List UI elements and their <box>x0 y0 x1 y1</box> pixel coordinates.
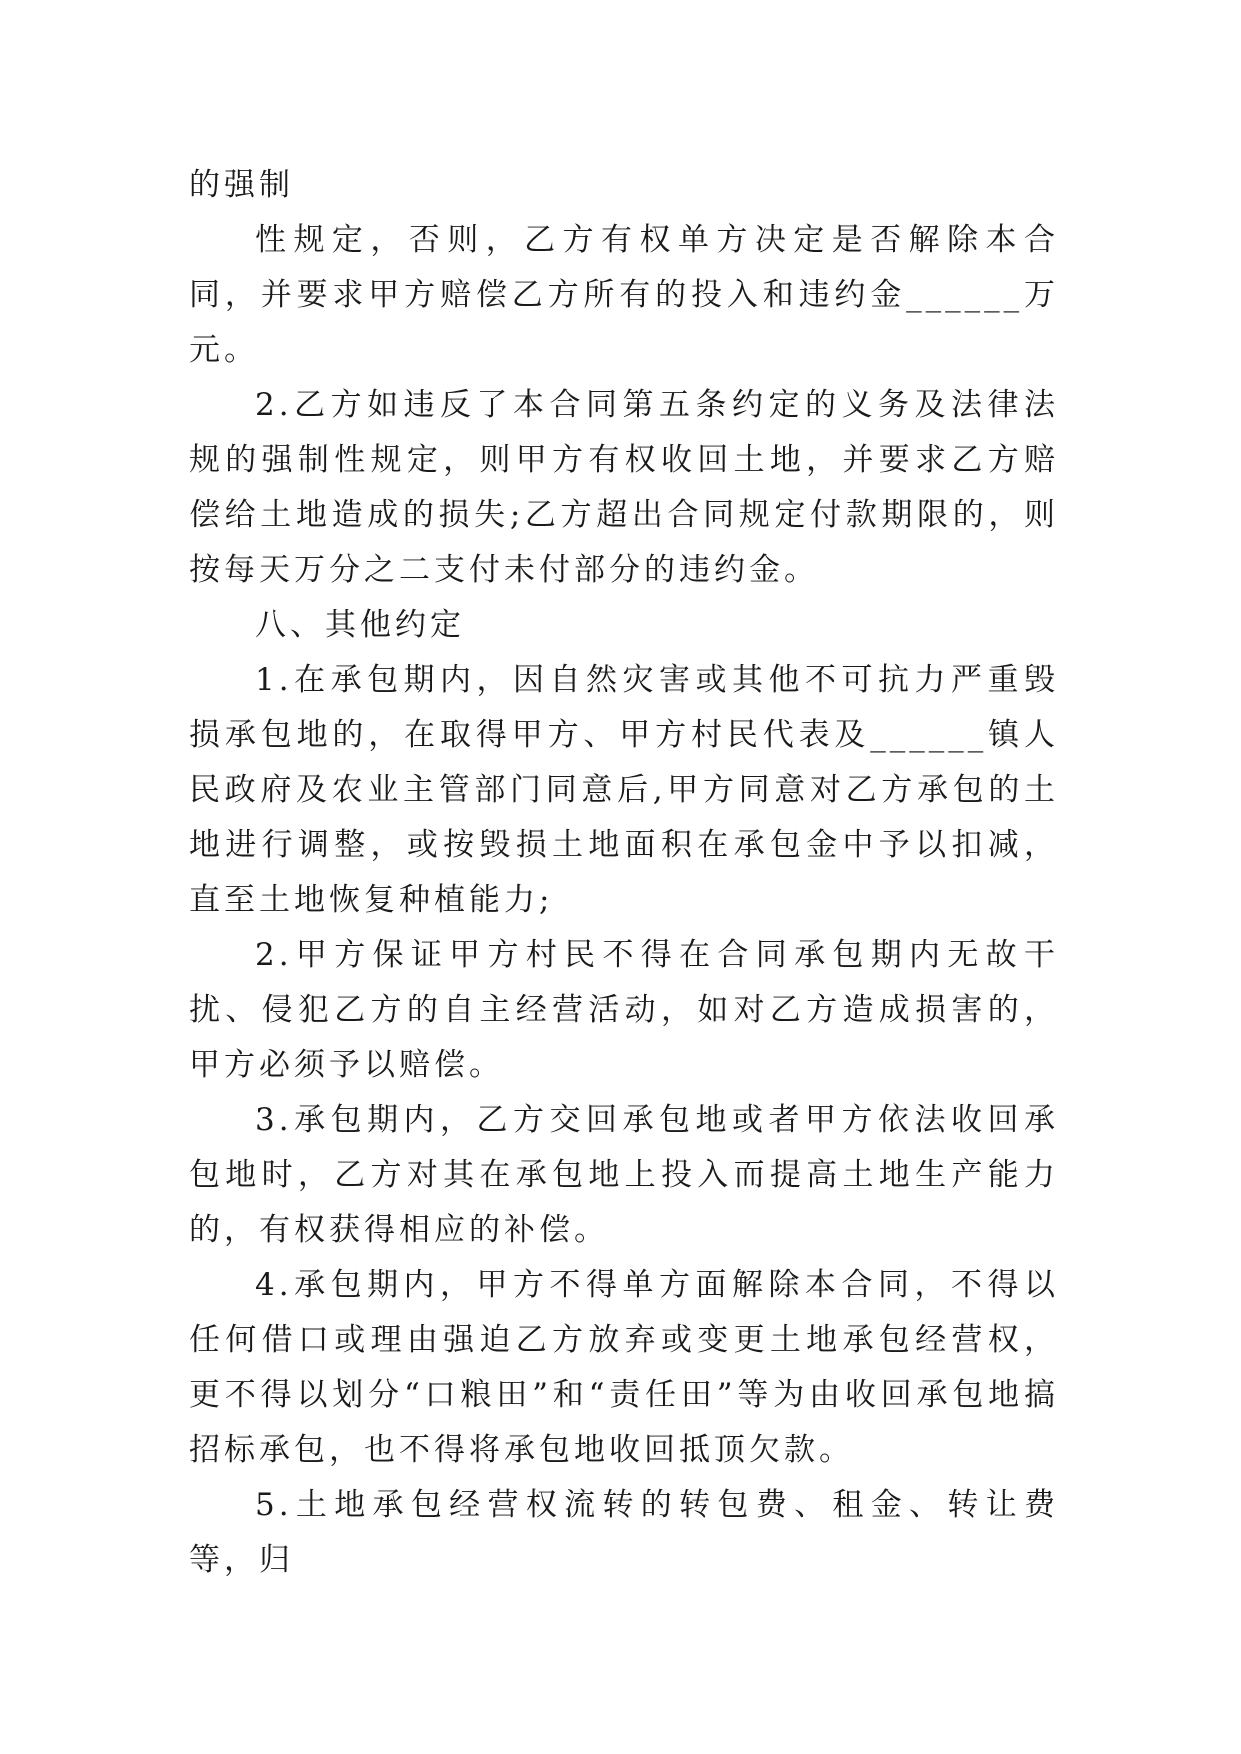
paragraph-other-1: 1.在承包期内，因自然灾害或其他不可抗力严重毁损承包地的，在取得甲方、甲方村民代表及______镇人民政府及农业主管部门同意后,甲方同意对乙方承包的土地进行调整，或按毁损土地面积在承包金中予以扣减，直至土地恢复种植能力; <box>189 662 1059 918</box>
paragraph-breach-party-a: 性规定，否则，乙方有权单方决定是否解除本合同，并要求甲方赔偿乙方所有的投入和违约金______万元。 <box>189 222 1059 368</box>
paragraph-other-3: 3.承包期内，乙方交回承包地或者甲方依法收回承包地时，乙方对其在承包地上投入而提高土地生产能力的，有权获得相应的补偿。 <box>189 1102 1059 1248</box>
paragraph-other-5: 5.土地承包经营权流转的转包费、租金、转让费等，归 <box>189 1487 1059 1578</box>
section-heading-other-terms: 八、其他约定 <box>255 607 465 643</box>
paragraph-other-2: 2.甲方保证甲方村民不得在合同承包期内无故干扰、侵犯乙方的自主经营活动，如对乙方造成损害的，甲方必须予以赔偿。 <box>189 937 1059 1083</box>
paragraph-breach-party-b: 2.乙方如违反了本合同第五条约定的义务及法律法规的强制性规定，则甲方有权收回土地，并要求乙方赔偿给土地造成的损失;乙方超出合同规定付款期限的，则按每天万分之二支付未付部分的违约金。 <box>189 387 1059 588</box>
contract-body <box>189 158 1059 1588</box>
paragraph-other-4: 4.承包期内，甲方不得单方面解除本合同，不得以任何借口或理由强迫乙方放弃或变更土地承包经营权，更不得以划分“口粮田”和“责任田”等为由收回承包地搞招标承包，也不得将承包地收回抵顶欠款。 <box>189 1267 1059 1468</box>
paragraph-fragment: 的强制 <box>189 167 294 203</box>
